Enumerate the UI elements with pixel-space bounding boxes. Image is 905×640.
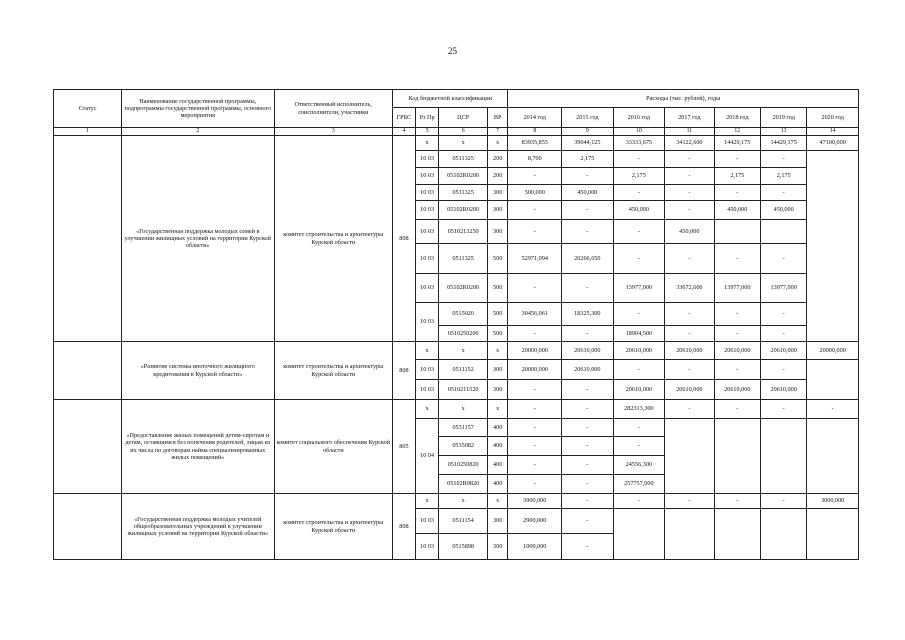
value-cell: - xyxy=(665,494,714,509)
value-cell: - xyxy=(613,303,665,326)
status-cell xyxy=(54,342,122,400)
value-cell: - xyxy=(613,185,665,201)
rzpr-cell: 10 03 xyxy=(415,220,439,244)
value-cell: - xyxy=(760,400,806,419)
col-number: 2 xyxy=(122,128,275,136)
value-cell: - xyxy=(665,201,714,220)
rzpr-cell: 10 04 xyxy=(415,419,439,494)
col-number: 4 xyxy=(393,128,416,136)
empty-cell xyxy=(665,509,714,560)
value-cell: - xyxy=(562,220,614,244)
value-cell: - xyxy=(562,456,614,475)
value-cell: 257757,000 xyxy=(613,475,665,494)
vr-cell: 500 xyxy=(487,274,508,303)
budget-table xyxy=(53,89,859,560)
value-cell: 13977,000 xyxy=(613,274,665,303)
value-cell: 20610,000 xyxy=(760,342,806,360)
value-cell: 20610,000 xyxy=(562,342,614,360)
csr-cell: 0535082 xyxy=(439,437,487,456)
rzpr-cell: 10 03 xyxy=(415,151,439,168)
value-cell: - xyxy=(508,220,562,244)
value-cell: - xyxy=(613,419,665,437)
value-cell: - xyxy=(562,437,614,456)
value-cell: - xyxy=(613,437,665,456)
csr-cell: 0515020 xyxy=(439,303,487,326)
value-cell: - xyxy=(508,380,562,400)
value-cell: - xyxy=(613,494,665,509)
value-cell: 20000,000 xyxy=(508,342,562,360)
header-grbs: ГРБС xyxy=(393,108,416,128)
header-year: 2014 год xyxy=(508,108,562,128)
value-cell: 8,700 xyxy=(508,151,562,168)
vr-cell: х xyxy=(487,494,508,509)
value-cell: 450,000 xyxy=(613,201,665,220)
value-cell: 282313,300 xyxy=(613,400,665,419)
csr-cell: х xyxy=(439,400,487,419)
col-number: 5 xyxy=(415,128,439,136)
table-row xyxy=(54,136,859,151)
value-cell: 20266,650 xyxy=(562,244,614,274)
table-row xyxy=(54,494,859,509)
csr-cell: 0510211520 xyxy=(439,380,487,400)
csr-cell: 0510250200 xyxy=(439,326,487,342)
value-cell: 20610,000 xyxy=(613,380,665,400)
col-number: 1 xyxy=(54,128,122,136)
header-year: 2018 год xyxy=(714,108,760,128)
page-number: 25 xyxy=(448,46,457,56)
header-name: Наименование государственной программы, подпрограммы государственной программы, основного мероприятия xyxy=(122,90,275,128)
value-cell: - xyxy=(508,201,562,220)
value-cell: 500,000 xyxy=(508,185,562,201)
value-cell: 2,175 xyxy=(613,168,665,185)
value-cell: - xyxy=(613,244,665,274)
empty-cell xyxy=(807,509,859,560)
value-cell: 20000,000 xyxy=(508,360,562,380)
rzpr-cell: 10 03 xyxy=(415,274,439,303)
csr-cell: х xyxy=(439,136,487,151)
value-cell: - xyxy=(714,326,760,342)
vr-cell: 200 xyxy=(487,151,508,168)
empty-cell xyxy=(760,419,806,494)
value-cell: 20610,000 xyxy=(613,342,665,360)
value-cell: 14429,175 xyxy=(760,136,806,151)
vr-cell: 300 xyxy=(487,380,508,400)
value-cell: 20610,000 xyxy=(714,342,760,360)
vr-cell: 500 xyxy=(487,244,508,274)
value-cell: 2,175 xyxy=(760,168,806,185)
value-cell: - xyxy=(508,475,562,494)
rzpr-cell: 10 03 xyxy=(415,201,439,220)
rzpr-cell: 10 03 xyxy=(415,380,439,400)
vr-cell: 200 xyxy=(487,168,508,185)
header-vr: ВР xyxy=(487,108,508,128)
col-number: 7 xyxy=(487,128,508,136)
value-cell: - xyxy=(714,494,760,509)
value-cell: 13977,000 xyxy=(760,274,806,303)
header-year: 2015 год xyxy=(562,108,614,128)
value-cell: 34122,600 xyxy=(665,136,714,151)
value-cell: 39044,125 xyxy=(562,136,614,151)
csr-cell: 0511152 xyxy=(439,360,487,380)
csr-cell: 05102R0200 xyxy=(439,168,487,185)
vr-cell: 400 xyxy=(487,456,508,475)
csr-cell: 05102R0820 xyxy=(439,475,487,494)
status-cell xyxy=(54,400,122,494)
value-cell: 14429,175 xyxy=(714,136,760,151)
vr-cell: 400 xyxy=(487,475,508,494)
grbs-cell: 808 xyxy=(393,494,416,560)
value-cell: 52971,094 xyxy=(508,244,562,274)
header-csr: ЦСР xyxy=(439,108,487,128)
value-cell: 3000,000 xyxy=(807,494,859,509)
value-cell: 47100,000 xyxy=(807,136,859,151)
csr-cell: 0510213250 xyxy=(439,220,487,244)
rzpr-cell: 10 03 xyxy=(415,360,439,380)
value-cell: 20610,000 xyxy=(562,360,614,380)
value-cell: - xyxy=(562,274,614,303)
value-cell: - xyxy=(760,494,806,509)
col-number: 13 xyxy=(760,128,806,136)
vr-cell: 500 xyxy=(487,326,508,342)
vr-cell: х xyxy=(487,342,508,360)
rzpr-cell: 10 03 xyxy=(415,534,439,560)
empty-cell xyxy=(714,509,760,560)
program-name: «Развитие системы ипотечного жилищного кредитования в Курской области» xyxy=(122,342,275,400)
status-cell xyxy=(54,494,122,560)
value-cell: - xyxy=(665,168,714,185)
value-cell: - xyxy=(714,400,760,419)
csr-cell: х xyxy=(439,342,487,360)
value-cell: 20610,000 xyxy=(665,380,714,400)
value-cell: 18904,500 xyxy=(613,326,665,342)
col-number: 9 xyxy=(562,128,614,136)
rzpr-cell: 10 03 xyxy=(415,509,439,534)
header-year: 2016 год xyxy=(613,108,665,128)
value-cell: 30456,061 xyxy=(508,303,562,326)
header-row xyxy=(54,90,859,108)
value-cell: - xyxy=(508,326,562,342)
rzpr-cell: 10 03 xyxy=(415,244,439,274)
empty-cell xyxy=(613,509,665,560)
vr-cell: 500 xyxy=(487,303,508,326)
vr-cell: 300 xyxy=(487,509,508,534)
csr-cell: 0511154 xyxy=(439,509,487,534)
header-year: 2017 год xyxy=(665,108,714,128)
rzpr-cell: х xyxy=(415,342,439,360)
value-cell xyxy=(714,220,760,244)
rzpr-cell: х xyxy=(415,136,439,151)
vr-cell: 400 xyxy=(487,419,508,437)
col-number: 11 xyxy=(665,128,714,136)
grbs-cell: 808 xyxy=(393,342,416,400)
value-cell: - xyxy=(714,151,760,168)
value-cell: - xyxy=(760,326,806,342)
grbs-cell: 805 xyxy=(393,400,416,494)
value-cell: 33672,600 xyxy=(665,274,714,303)
value-cell: - xyxy=(760,244,806,274)
value-cell: 13977,000 xyxy=(714,274,760,303)
value-cell: 20610,000 xyxy=(714,380,760,400)
empty-cell xyxy=(807,360,859,400)
empty-cell xyxy=(665,419,714,494)
csr-cell: 0510250820 xyxy=(439,456,487,475)
value-cell: - xyxy=(665,151,714,168)
vr-cell: 300 xyxy=(487,360,508,380)
value-cell: 20610,000 xyxy=(760,380,806,400)
program-name: «Предоставление жилых помещений детям-сиротам и детям, оставшимся без попечения родителей, лицам из их числа по договорам найма специализированных жилых помещений» xyxy=(122,400,275,494)
responsible-cell: комитет строительства и архитектуры Курской области xyxy=(274,342,393,400)
value-cell: - xyxy=(562,494,614,509)
csr-cell: 0511325 xyxy=(439,185,487,201)
value-cell: - xyxy=(562,380,614,400)
value-cell: - xyxy=(562,509,614,534)
value-cell: - xyxy=(665,185,714,201)
rzpr-cell: х xyxy=(415,494,439,509)
col-number: 12 xyxy=(714,128,760,136)
vr-cell: 300 xyxy=(487,201,508,220)
value-cell: - xyxy=(714,360,760,380)
value-cell: - xyxy=(613,360,665,380)
value-cell: 2,175 xyxy=(714,168,760,185)
value-cell: - xyxy=(562,400,614,419)
value-cell: - xyxy=(714,303,760,326)
header-year: 2019 год xyxy=(760,108,806,128)
value-cell: - xyxy=(562,326,614,342)
vr-cell: 400 xyxy=(487,437,508,456)
rzpr-cell: 10 03 xyxy=(415,185,439,201)
value-cell: - xyxy=(665,360,714,380)
value-cell: 83935,855 xyxy=(508,136,562,151)
col-number: 10 xyxy=(613,128,665,136)
vr-cell: 300 xyxy=(487,534,508,560)
value-cell: 1000,000 xyxy=(508,534,562,560)
table-row xyxy=(54,400,859,419)
rzpr-cell: 10 03 xyxy=(415,168,439,185)
value-cell: - xyxy=(760,303,806,326)
value-cell: - xyxy=(613,220,665,244)
value-cell: 24556,300 xyxy=(613,456,665,475)
value-cell: 450,000 xyxy=(562,185,614,201)
rzpr-cell: х xyxy=(415,400,439,419)
value-cell: - xyxy=(508,400,562,419)
col-number: 3 xyxy=(274,128,393,136)
value-cell: 33333,675 xyxy=(613,136,665,151)
csr-cell: 0511325 xyxy=(439,151,487,168)
value-cell: - xyxy=(562,168,614,185)
value-cell: - xyxy=(562,419,614,437)
table-row xyxy=(54,342,859,360)
value-cell: 3900,000 xyxy=(508,494,562,509)
vr-cell: 300 xyxy=(487,220,508,244)
value-cell: 2900,000 xyxy=(508,509,562,534)
program-name: «Государственная поддержка молодых учителей общеобразовательных учреждений в улучшении жилищных условий на территории Курской области» xyxy=(122,494,275,560)
value-cell: - xyxy=(807,400,859,419)
vr-cell: х xyxy=(487,400,508,419)
csr-cell: х xyxy=(439,494,487,509)
value-cell: 450,000 xyxy=(714,201,760,220)
empty-cell xyxy=(807,151,859,342)
value-cell: 450,000 xyxy=(760,201,806,220)
value-cell xyxy=(760,220,806,244)
value-cell: 450,000 xyxy=(665,220,714,244)
csr-cell: 0515898 xyxy=(439,534,487,560)
header-status: Статус xyxy=(54,90,122,128)
empty-cell xyxy=(714,419,760,494)
value-cell: - xyxy=(665,244,714,274)
responsible-cell: комитет социального обеспечения Курской области xyxy=(274,400,393,494)
grbs-cell: 808 xyxy=(393,136,416,342)
column-number-row xyxy=(54,128,859,136)
empty-cell xyxy=(760,509,806,560)
value-cell: - xyxy=(760,185,806,201)
vr-cell: 300 xyxy=(487,185,508,201)
vr-cell: х xyxy=(487,136,508,151)
col-number: 14 xyxy=(807,128,859,136)
value-cell: - xyxy=(562,475,614,494)
header-year: 2020 год xyxy=(807,108,859,128)
value-cell: - xyxy=(562,201,614,220)
value-cell: - xyxy=(508,274,562,303)
value-cell: - xyxy=(714,244,760,274)
value-cell: - xyxy=(665,400,714,419)
value-cell: - xyxy=(760,360,806,380)
header-budget-code: Код бюджетной классификации xyxy=(393,90,508,108)
value-cell: - xyxy=(508,456,562,475)
value-cell: - xyxy=(562,534,614,560)
value-cell: 20000,000 xyxy=(807,342,859,360)
header-expenses: Расходы (тыс. рублей), годы xyxy=(508,90,859,108)
col-number: 6 xyxy=(439,128,487,136)
value-cell: - xyxy=(508,437,562,456)
header-rzpr: Рз Пр xyxy=(415,108,439,128)
value-cell: - xyxy=(508,168,562,185)
responsible-cell: комитет строительства и архитектуры Курской области xyxy=(274,494,393,560)
csr-cell: 0531157 xyxy=(439,419,487,437)
header-responsible: Ответственный исполнитель, соисполнители, участники xyxy=(274,90,393,128)
csr-cell: 05102R0200 xyxy=(439,274,487,303)
col-number: 8 xyxy=(508,128,562,136)
value-cell: - xyxy=(665,303,714,326)
value-cell: - xyxy=(760,151,806,168)
program-name: «Государственная поддержка молодых семей в улучшении жилищных условий на территории Курской области» xyxy=(122,136,275,342)
value-cell: - xyxy=(714,185,760,201)
value-cell: 2,175 xyxy=(562,151,614,168)
empty-cell xyxy=(807,419,859,494)
csr-cell: 05102R0200 xyxy=(439,201,487,220)
status-cell xyxy=(54,136,122,342)
value-cell: - xyxy=(508,419,562,437)
value-cell: 18325,300 xyxy=(562,303,614,326)
csr-cell: 0511325 xyxy=(439,244,487,274)
value-cell: 20610,000 xyxy=(665,342,714,360)
responsible-cell: комитет строительства и архитектуры Курской области xyxy=(274,136,393,342)
value-cell: - xyxy=(613,151,665,168)
value-cell: - xyxy=(665,326,714,342)
rzpr-cell: 10 03 xyxy=(415,303,439,342)
